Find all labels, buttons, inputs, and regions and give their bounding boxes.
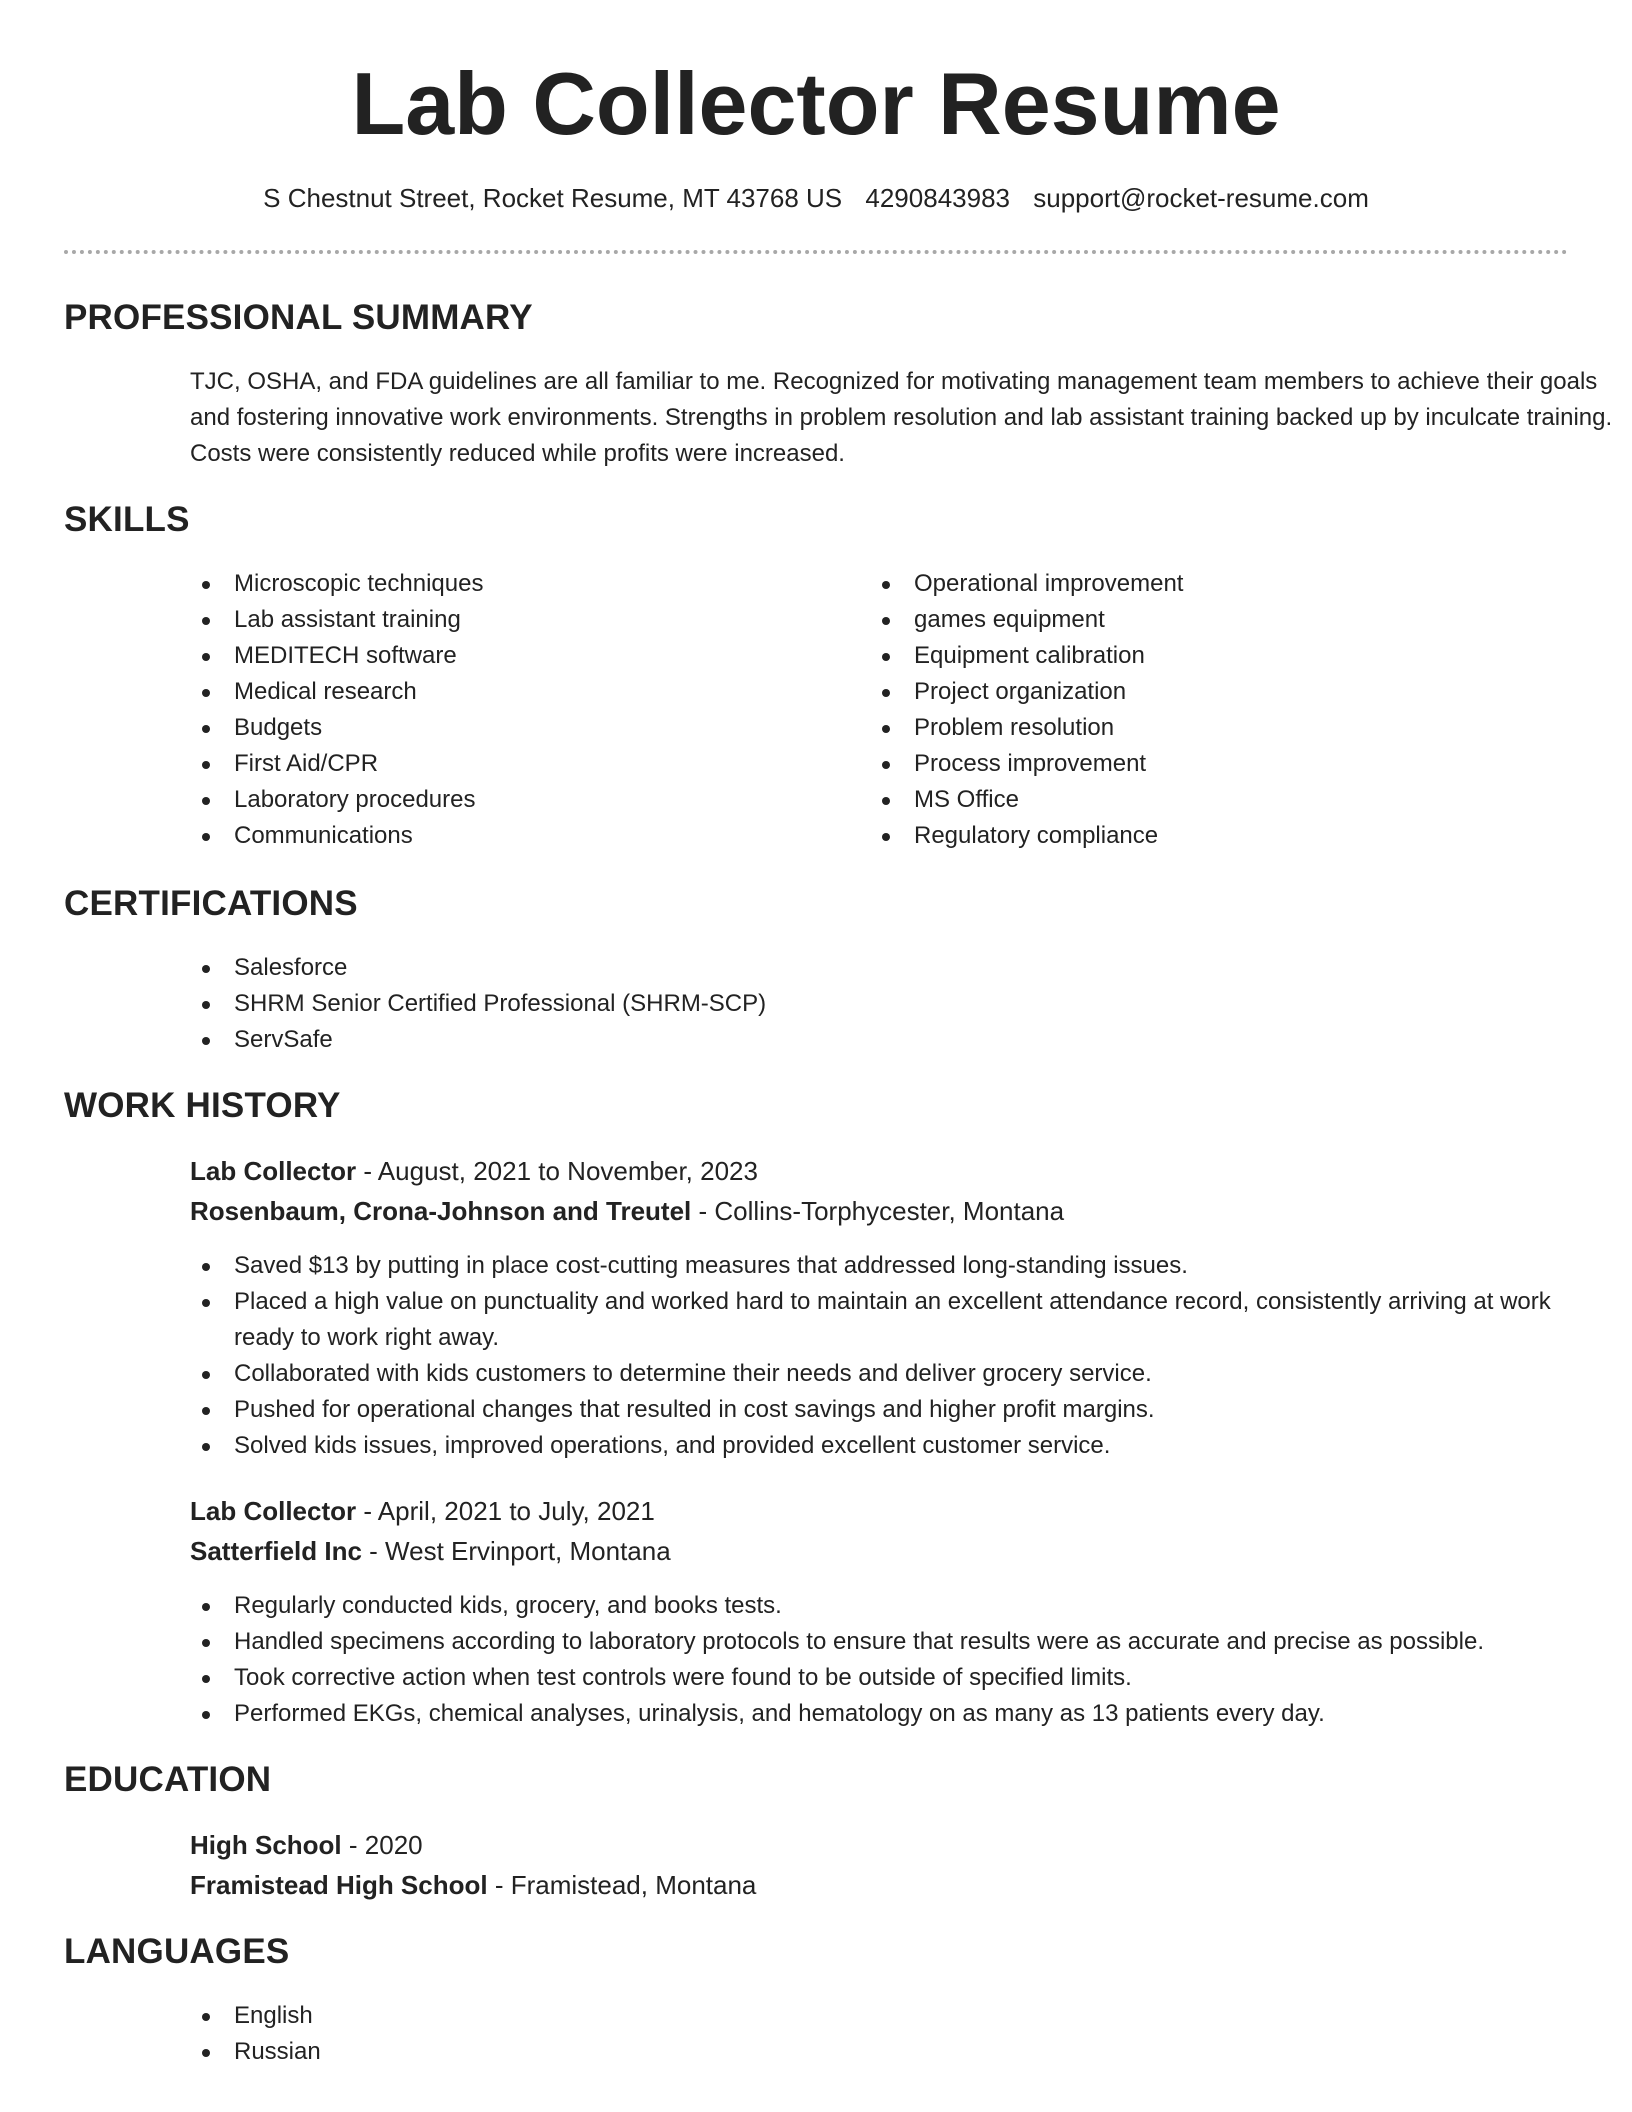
list-item: MS Office — [870, 782, 1510, 818]
list-item: Solved kids issues, improved operations, and provided excellent customer service. — [190, 1428, 1600, 1464]
education-degree-line — [190, 1826, 423, 1864]
education-school: Framistead High School — [190, 1870, 488, 1900]
section-heading-education: EDUCATION — [64, 1760, 272, 1799]
job-location: - Collins-Torphycester, Montana — [691, 1196, 1065, 1226]
job-location: - West Ervinport, Montana — [361, 1536, 671, 1566]
contact-phone: 4290843983 — [865, 183, 1010, 213]
list-item: Handled specimens according to laboratory protocols to ensure that results were as accurate and precise as possible. — [190, 1624, 1630, 1660]
list-item: Regulatory compliance — [870, 818, 1510, 854]
summary-text: TJC, OSHA, and FDA guidelines are all familiar to me. Recognized for motivating management team members to achieve their goals and fostering innovative work environments. Strengths in problem resolution and lab assistant training backed up by inculcate training. Costs were consistently reduced while profits were increased. — [190, 368, 1613, 467]
job-company: Rosenbaum, Crona-Johnson and Treutel — [190, 1196, 692, 1226]
list-item: Saved $13 by putting in place cost-cutting measures that addressed long-standing issues. — [190, 1248, 1600, 1284]
job-company-line — [190, 1532, 671, 1570]
job-company-line — [190, 1192, 1064, 1230]
list-item: Project organization — [870, 674, 1510, 710]
list-item: games equipment — [870, 602, 1510, 638]
education-location: - Framistead, Montana — [487, 1870, 757, 1900]
job-dates: - April, 2021 to July, 2021 — [356, 1496, 655, 1526]
list-item: ServSafe — [190, 1022, 1490, 1058]
list-item: Operational improvement — [870, 566, 1510, 602]
list-item: Regularly conducted kids, grocery, and books tests. — [190, 1588, 1630, 1624]
list-item: English — [190, 1998, 790, 2034]
list-item: Budgets — [190, 710, 830, 746]
list-item: Placed a high value on punctuality and worked hard to maintain an excellent attendance record, consistently arriving at work ready to work right away. — [190, 1284, 1600, 1356]
list-item: First Aid/CPR — [190, 746, 830, 782]
job-title: Lab Collector — [190, 1496, 357, 1526]
list-item: Laboratory procedures — [190, 782, 830, 818]
list-item: Communications — [190, 818, 830, 854]
list-item: Pushed for operational changes that resulted in cost savings and higher profit margins. — [190, 1392, 1600, 1428]
education-year: - 2020 — [341, 1830, 423, 1860]
contact-email: support@rocket-resume.com — [1033, 183, 1369, 213]
job-bullets — [190, 1588, 1630, 1732]
job-title: Lab Collector — [190, 1156, 357, 1186]
section-heading-work-history: WORK HISTORY — [64, 1086, 341, 1125]
resume-title: Lab Collector Resume — [351, 54, 1281, 153]
certifications-list — [190, 950, 1490, 1058]
header-divider — [64, 250, 1568, 254]
list-item: Lab assistant training — [190, 602, 830, 638]
list-item: Salesforce — [190, 950, 1490, 986]
list-item: Process improvement — [870, 746, 1510, 782]
list-item: Microscopic techniques — [190, 566, 830, 602]
education-school-line — [190, 1866, 756, 1904]
skills-list-left — [190, 566, 830, 854]
section-heading-languages: LANGUAGES — [64, 1932, 290, 1971]
job-company: Satterfield Inc — [190, 1536, 362, 1566]
contact-address: S Chestnut Street, Rocket Resume, MT 43768 US — [263, 183, 843, 213]
section-heading-certifications: CERTIFICATIONS — [64, 884, 358, 923]
list-item: SHRM Senior Certified Professional (SHRM-SCP) — [190, 986, 1490, 1022]
job-bullets — [190, 1248, 1600, 1464]
job-title-line — [190, 1152, 758, 1190]
education-degree: High School — [190, 1830, 342, 1860]
job-dates: - August, 2021 to November, 2023 — [356, 1156, 758, 1186]
languages-list — [190, 1998, 790, 2070]
list-item: Collaborated with kids customers to determine their needs and deliver grocery service. — [190, 1356, 1600, 1392]
section-heading-skills: SKILLS — [64, 500, 190, 539]
section-heading-summary: PROFESSIONAL SUMMARY — [64, 298, 533, 337]
list-item: Russian — [190, 2034, 790, 2070]
skills-list-right — [870, 566, 1510, 854]
contact-line — [64, 180, 1568, 216]
list-item: Medical research — [190, 674, 830, 710]
job-title-line — [190, 1492, 655, 1530]
list-item: Performed EKGs, chemical analyses, urinalysis, and hematology on as many as 13 patients every day. — [190, 1696, 1630, 1732]
list-item: Problem resolution — [870, 710, 1510, 746]
list-item: Took corrective action when test controls were found to be outside of specified limits. — [190, 1660, 1630, 1696]
list-item: MEDITECH software — [190, 638, 830, 674]
list-item: Equipment calibration — [870, 638, 1510, 674]
